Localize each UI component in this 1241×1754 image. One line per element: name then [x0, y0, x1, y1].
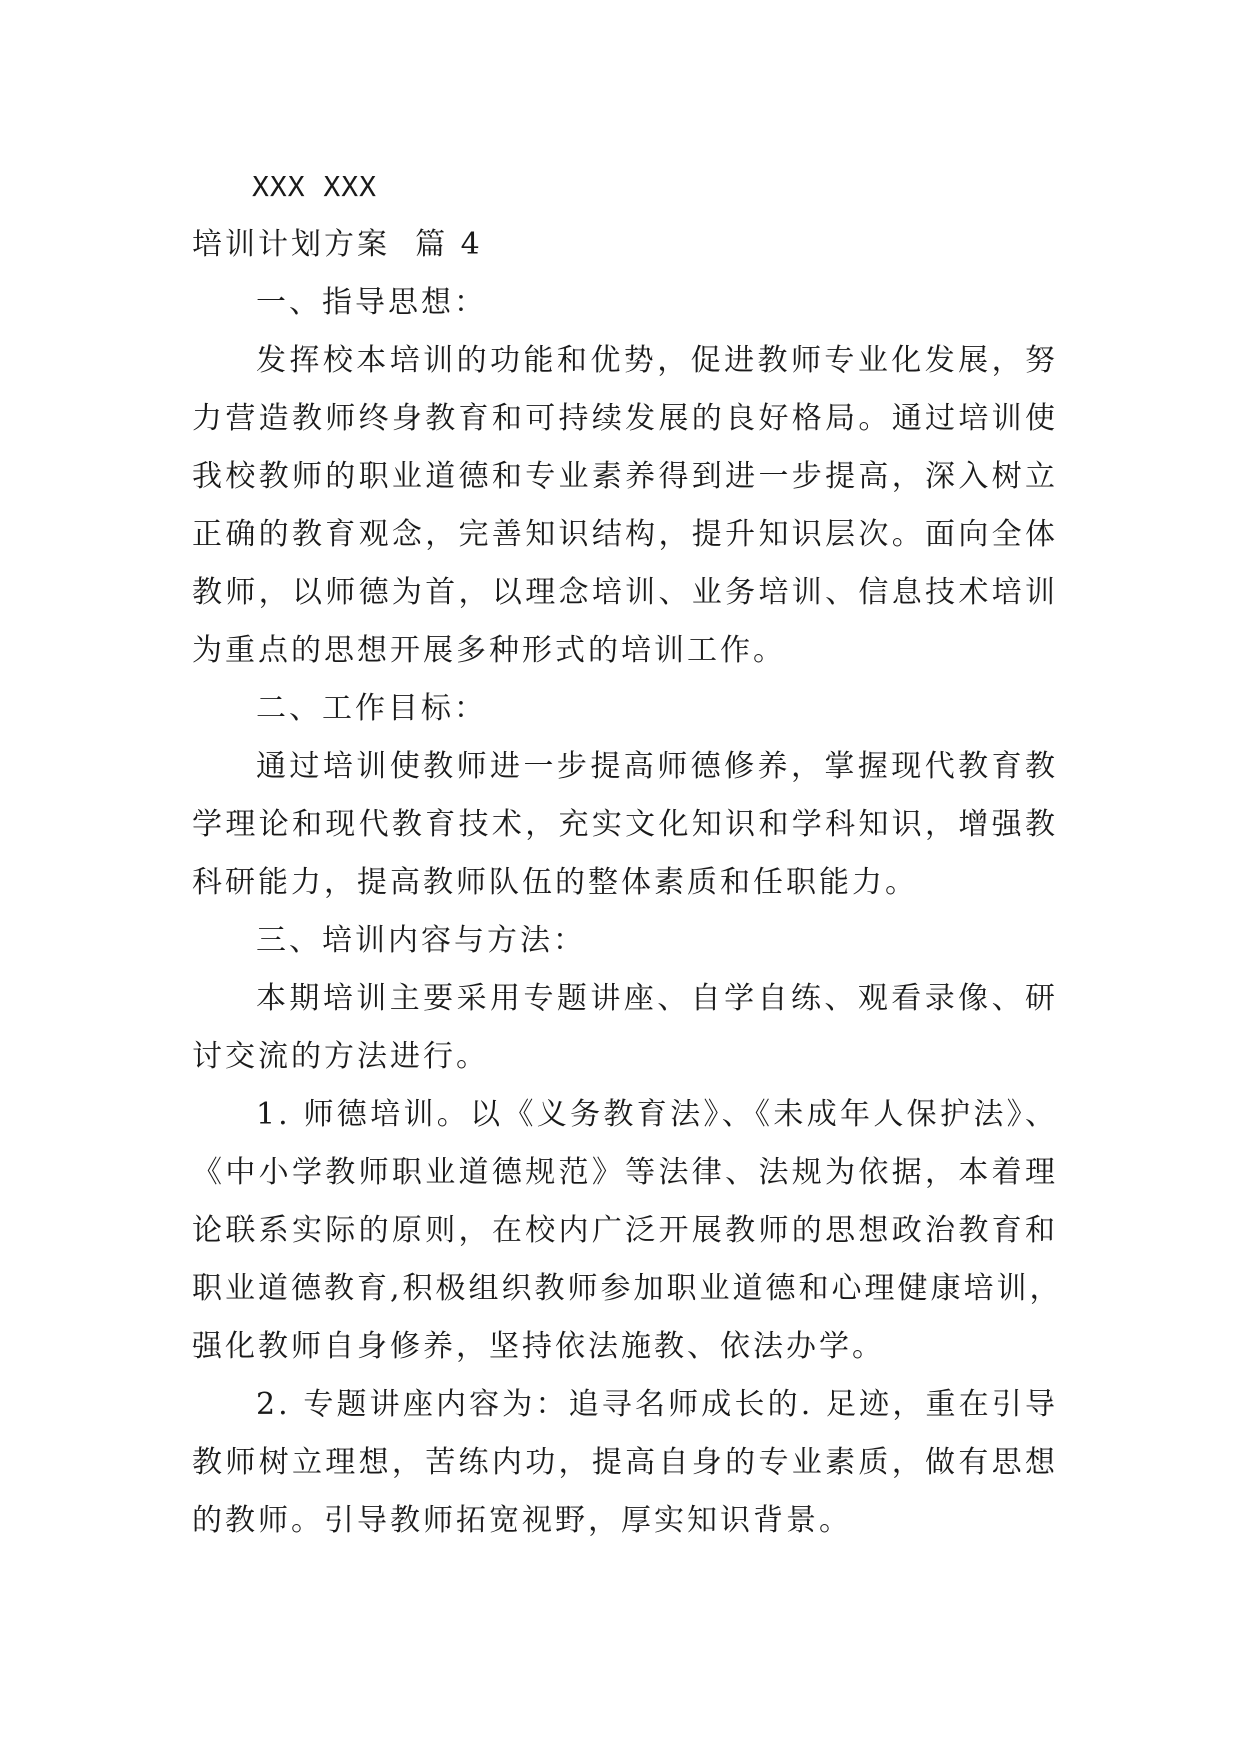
- header-code: XXX XXX: [252, 170, 378, 203]
- document-page: [192, 158, 1063, 1550]
- document-title: 培训计划方案 篇 4: [192, 227, 483, 262]
- paragraph-guiding-thought: [192, 332, 1058, 680]
- paragraph-line: 1. 师德培训。以《义务教育法》、《未成年人保护法》、: [256, 1097, 1058, 1132]
- paragraph-line: 《中小学教师职业道德规范》等法律、法规为依据，本着理: [192, 1155, 1058, 1190]
- paragraph-line: 我校教师的职业道德和专业素养得到进一步提高，深入树立: [192, 459, 1058, 494]
- paragraph-line: 为重点的思想开展多种形式的培训工作。: [192, 633, 786, 668]
- paragraph-line: 职业道德教育,积极组织教师参加职业道德和心理健康培训，: [192, 1271, 1063, 1306]
- list-item-ethics-training: [192, 1086, 1063, 1376]
- paragraph-line: 发挥校本培训的功能和优势，促进教师专业化发展，努: [256, 343, 1058, 378]
- paragraph-line: 教师，以师德为首，以理念培训、业务培训、信息技术培训: [192, 575, 1058, 610]
- paragraph-training-methods: [192, 970, 1058, 1086]
- list-item-lectures: [192, 1376, 1058, 1550]
- paragraph-line: 本期培训主要采用专题讲座、自学自练、观看录像、研: [256, 981, 1058, 1016]
- paragraph-line: 力营造教师终身教育和可持续发展的良好格局。通过培训使: [192, 401, 1058, 436]
- section-heading-3: 三、培训内容与方法：: [256, 923, 586, 958]
- paragraph-line: 学理论和现代教育技术，充实文化知识和学科知识，增强教: [192, 807, 1058, 842]
- paragraph-line: 论联系实际的原则，在校内广泛开展教师的思想政治教育和: [192, 1213, 1058, 1248]
- paragraph-line: 讨交流的方法进行。: [192, 1039, 489, 1074]
- paragraph-line: 科研能力，提高教师队伍的整体素质和任职能力。: [192, 865, 918, 900]
- paragraph-line: 正确的教育观念，完善知识结构，提升知识层次。面向全体: [192, 517, 1058, 552]
- section-heading-2: 二、工作目标：: [256, 691, 487, 726]
- paragraph-line: 的教师。引导教师拓宽视野，厚实知识背景。: [192, 1503, 852, 1538]
- paragraph-line: 通过培训使教师进一步提高师德修养，掌握现代教育教: [256, 749, 1058, 784]
- paragraph-work-goals: [192, 738, 1058, 912]
- paragraph-line: 教师树立理想，苦练内功，提高自身的专业素质，做有思想: [192, 1445, 1058, 1480]
- section-heading-1: 一、指导思想：: [256, 285, 487, 320]
- paragraph-line: 强化教师自身修养，坚持依法施教、依法办学。: [192, 1329, 885, 1364]
- paragraph-line: 2. 专题讲座内容为：追寻名师成长的. 足迹，重在引导: [256, 1387, 1058, 1422]
